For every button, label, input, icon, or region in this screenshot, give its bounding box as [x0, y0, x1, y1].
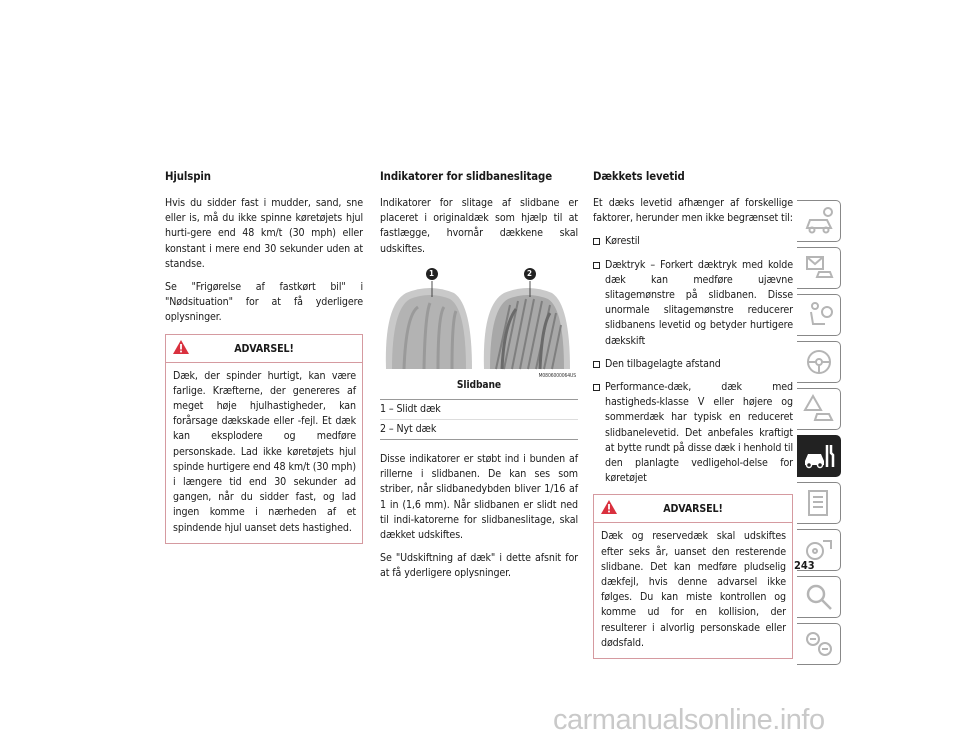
tab-language[interactable] — [797, 623, 841, 665]
figure-code: M0806000064US — [538, 372, 576, 379]
paragraph: Et dæks levetid afhænger af forskellige faktorer, herunder men ikke begrænset til: — [593, 197, 793, 225]
list-item — [593, 234, 793, 249]
column-wheel-spin — [165, 170, 363, 544]
warning-box — [593, 494, 793, 659]
tab-technical-specs[interactable] — [797, 482, 841, 524]
heading-wheel-spin: Hjulspin — [165, 170, 211, 183]
list-item-text: Den tilbagelagte afstand — [605, 357, 721, 370]
paragraph: Disse indikatorer er støbt ind i bunden af rillerne i slidbanen. De kan ses som striber, når slidbanedybden bliver 1/16 af 1 in (1,6 mm). Når slidbanen er slidt ned til indi-katorerne for slidbaneslitage, skal dækket udskiftes. — [380, 453, 578, 542]
checkbox-bullet-icon — [593, 262, 600, 269]
warning-header — [166, 335, 362, 363]
list-item-text: Dæktryk – Forkert dæktryk med kolde dæk kan medføre ujævne slitagemønstre på slidbanen. Disse unormale slitagemønstre reducerer slidbanens levetid og betyder hurtigere dækskift — [605, 258, 793, 347]
language-icon — [803, 629, 835, 659]
warning-title: ADVARSEL! — [663, 503, 723, 516]
checkbox-bullet-icon — [593, 384, 600, 391]
heading-tire-life: Dækkets levetid — [593, 170, 685, 183]
list-item — [593, 380, 793, 486]
tab-emergency[interactable] — [797, 388, 841, 430]
warning-car-icon — [803, 394, 835, 424]
chapter-tabs — [797, 200, 841, 670]
manual-list-icon — [803, 488, 835, 518]
legend-row: 1 – Slidt dæk — [380, 400, 578, 420]
car-info-icon — [803, 206, 835, 236]
factor-list — [593, 234, 793, 486]
tab-getting-to-know[interactable] — [797, 247, 841, 289]
tab-starting-operating[interactable] — [797, 341, 841, 383]
warning-text: Dæk og reservedæk skal udskiftes efter seks år, uanset den resterende slidbane. Det kan medføre pludselig dækfejl, hvis denne advarsel ikke følges. Du kan miste kontrollen og komme ud for en kollision, der resulterer i alvorlig personskade eller dødsfald. — [601, 530, 786, 649]
list-item-text: Kørestil — [605, 235, 640, 248]
list-item — [593, 258, 793, 349]
heading-tread-wear: Indikatorer for slidbaneslitage — [380, 170, 552, 183]
callout-2: 2 — [527, 268, 532, 278]
column-tread-wear — [380, 170, 578, 590]
paragraph: Se "Udskiftning af dæk" i dette afsnit for at få yderligere oplysninger. — [380, 552, 578, 580]
warning-triangle-icon — [173, 340, 189, 354]
warning-box — [165, 334, 363, 544]
tab-safety[interactable] — [797, 294, 841, 336]
steering-wheel-icon — [803, 347, 835, 377]
checkbox-bullet-icon — [593, 238, 600, 245]
magnifier-icon — [803, 582, 835, 612]
envelope-car-icon — [803, 253, 835, 283]
car-service-tools-icon — [803, 441, 835, 471]
page-number: 243 — [794, 559, 815, 572]
column-tire-life — [593, 170, 793, 659]
list-item-text: Performance-dæk, dæk med hastigheds-klasse V eller højere og sommerdæk har typisk en reduceret slidbanelevetid. Det anbefales kraftigt at bytte rundt på disse dæk i henhold til den planlagte vedligehol-delse for køretøjet — [605, 381, 794, 485]
warning-text: Dæk, der spinder hurtigt, kan være farlige. Kræfterne, der genereres af meget høje hjulhastigheder, kan forårsage dækskade eller -fejl. Et dæk kan eksplodere og medføre personskade. Lad ikke køretøjets hjul spinde hurtigere end 48 km/t (30 mph) i længere tid end 30 sekunder ad gangen, når du sidder fast, og lad ingen komme i nærheden af et spindende hjul uanset dets hastighed. — [173, 369, 356, 534]
legend-row: 2 – Nyt dæk — [380, 423, 437, 436]
warning-header — [594, 495, 792, 523]
paragraph: Indikatorer for slitage af slidbane er placeret i originaldæk som hjælp til at fastlægge, hvornår dækkene skal udskiftes. — [380, 197, 578, 255]
seat-airbag-icon — [803, 300, 835, 330]
tire-tread-illustration — [380, 265, 578, 380]
paragraph: Hvis du sidder fast i mudder, sand, sne eller is, må du ikke spinne køretøjets hjul hurti-gere end 48 km/t (30 mph) eller konstant i mere end 30 sekunder uden at standse. — [165, 197, 363, 270]
watermark: carmanualsonline.info — [553, 704, 825, 736]
paragraph: Se "Frigørelse af fastkørt bil" i "Nødsituation" for at få yderligere oplysninger. — [165, 281, 363, 324]
callout-1: 1 — [429, 268, 434, 278]
warning-triangle-icon — [601, 500, 617, 514]
tab-car-info[interactable] — [797, 200, 841, 242]
list-item — [593, 357, 793, 372]
figure-legend — [380, 399, 578, 440]
tab-servicing-maintenance[interactable] — [797, 435, 841, 477]
warning-title: ADVARSEL! — [234, 342, 294, 355]
tread-figure — [380, 265, 578, 380]
tab-index[interactable] — [797, 576, 841, 618]
figure-caption: Slidbane — [456, 379, 502, 391]
checkbox-bullet-icon — [593, 361, 600, 368]
